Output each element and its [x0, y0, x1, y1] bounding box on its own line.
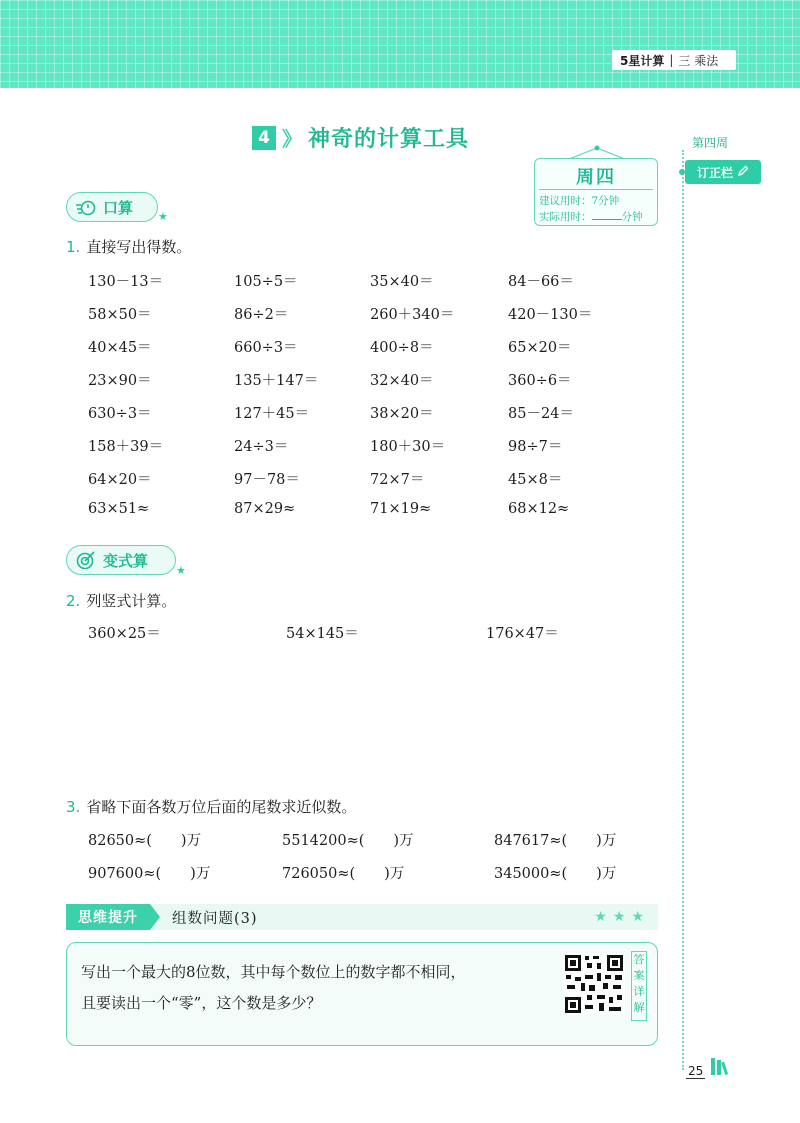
- math-expression: 45×8＝: [508, 472, 563, 488]
- problem-text: [81, 957, 561, 1019]
- question-instruction: 直接写出得数。: [86, 238, 192, 256]
- section-variant-label: 变式算: [103, 551, 149, 570]
- problem-box: [66, 942, 658, 1046]
- math-expression: 97－78＝: [234, 472, 300, 488]
- title-arrow-icon: 》: [282, 127, 302, 151]
- actual-time: [539, 209, 643, 224]
- approx-item: 847617≈( )万: [494, 833, 617, 849]
- math-expression: 130－13＝: [88, 274, 164, 290]
- math-expression: 86÷2＝: [234, 307, 289, 323]
- series-tag: [612, 50, 736, 70]
- correction-label: 订正栏: [696, 165, 733, 180]
- math-expression: 630÷3＝: [88, 406, 152, 422]
- math-expression: 35×40＝: [370, 274, 434, 290]
- question-3-heading: [66, 796, 356, 817]
- hanger-icon: [565, 145, 629, 159]
- question-1-heading: [66, 236, 191, 257]
- approx-item: 907600≈( )万: [88, 866, 211, 882]
- math-expression: 23×90＝: [88, 373, 152, 389]
- suggested-time: 建议用时：7分钟: [539, 195, 620, 207]
- math-expression: 84－66＝: [508, 274, 574, 290]
- time-card: [534, 158, 658, 226]
- math-expression: 38×20＝: [370, 406, 434, 422]
- books-icon: [710, 1056, 736, 1076]
- target-icon: [75, 550, 97, 570]
- math-expression: 98÷7＝: [508, 439, 563, 455]
- math-expression: 40×45＝: [88, 340, 152, 356]
- vertical-calc-item: 176×47＝: [486, 626, 559, 642]
- actual-time-label: 实际用时：: [539, 211, 592, 223]
- problem-line: 写出一个最大的8位数，其中每个数位上的数字都不相同，: [81, 963, 466, 981]
- math-expression: 260＋340＝: [370, 307, 455, 323]
- math-expression: 68×12≈: [508, 501, 570, 517]
- answer-detail-tag[interactable]: 答案详解: [631, 951, 647, 1021]
- margin-divider: [682, 150, 684, 1070]
- approx-item: 82650≈( )万: [88, 833, 202, 849]
- actual-time-unit: 分钟: [621, 211, 643, 223]
- math-expression: 71×19≈: [370, 501, 432, 517]
- star-icon: ★: [176, 564, 186, 577]
- series-name: 5星计算: [620, 53, 665, 68]
- math-expression: 135＋147＝: [234, 373, 319, 389]
- thinking-label: 思维提升: [66, 904, 150, 930]
- math-expression: 64×20＝: [88, 472, 152, 488]
- math-expression: 24÷3＝: [234, 439, 289, 455]
- thinking-band: [66, 904, 658, 930]
- question-instruction: 省略下面各数万位后面的尾数求近似数。: [86, 798, 357, 816]
- problem-line: 且要读出一个“零”，这个数是多少？: [81, 994, 322, 1012]
- math-expression: 58×50＝: [88, 307, 152, 323]
- approx-item: 345000≈( )万: [494, 866, 617, 882]
- star-icon: ★: [158, 210, 168, 223]
- page-header-band: [0, 0, 800, 88]
- thinking-topic: 组数问题(3): [172, 910, 258, 927]
- math-expression: 63×51≈: [88, 501, 150, 517]
- series-separator: |: [669, 53, 674, 67]
- question-number: 1.: [66, 238, 81, 256]
- math-expression: 180＋30＝: [370, 439, 446, 455]
- math-expression: 87×29≈: [234, 501, 296, 517]
- qr-code-icon[interactable]: [563, 953, 625, 1015]
- difficulty-stars: ★★★: [594, 909, 650, 925]
- math-expression: 32×40＝: [370, 373, 434, 389]
- question-2-heading: [66, 590, 176, 611]
- lesson-title: [252, 122, 469, 153]
- week-label: 第四周: [692, 136, 729, 150]
- vertical-calc-item: 54×145＝: [286, 626, 359, 642]
- section-mental-math-label: 口算: [103, 198, 134, 217]
- lesson-title-text: 神奇的计算工具: [308, 127, 470, 152]
- math-expression: 158＋39＝: [88, 439, 164, 455]
- math-expression: 127＋45＝: [234, 406, 310, 422]
- time-card-divider: [539, 189, 653, 190]
- math-expression: 65×20＝: [508, 340, 572, 356]
- approx-item: 5514200≈( )万: [282, 833, 414, 849]
- correction-column-tag: [685, 160, 761, 184]
- unit-name: 三 乘法: [678, 53, 719, 68]
- math-expression: 360÷6＝: [508, 373, 572, 389]
- math-expression: 85－24＝: [508, 406, 574, 422]
- math-expression: 72×7＝: [370, 472, 425, 488]
- pencil-icon: [737, 165, 749, 180]
- question-number: 3.: [66, 798, 81, 816]
- math-expression: 105÷5＝: [234, 274, 298, 290]
- math-expression: 420－130＝: [508, 307, 593, 323]
- question-instruction: 列竖式计算。: [86, 592, 177, 610]
- day-label: 周四: [576, 167, 616, 188]
- vertical-calc-item: 360×25＝: [88, 626, 161, 642]
- section-variant-pill: [66, 545, 176, 575]
- section-mental-math-pill: [66, 192, 158, 222]
- math-expression: 660÷3＝: [234, 340, 298, 356]
- math-expression: 400÷8＝: [370, 340, 434, 356]
- stopwatch-icon: [75, 198, 97, 216]
- page-number: 25: [688, 1064, 704, 1078]
- approx-item: 726050≈( )万: [282, 866, 405, 882]
- actual-time-blank[interactable]: [592, 210, 622, 220]
- question-number: 2.: [66, 592, 81, 610]
- lesson-number: 4: [252, 126, 276, 150]
